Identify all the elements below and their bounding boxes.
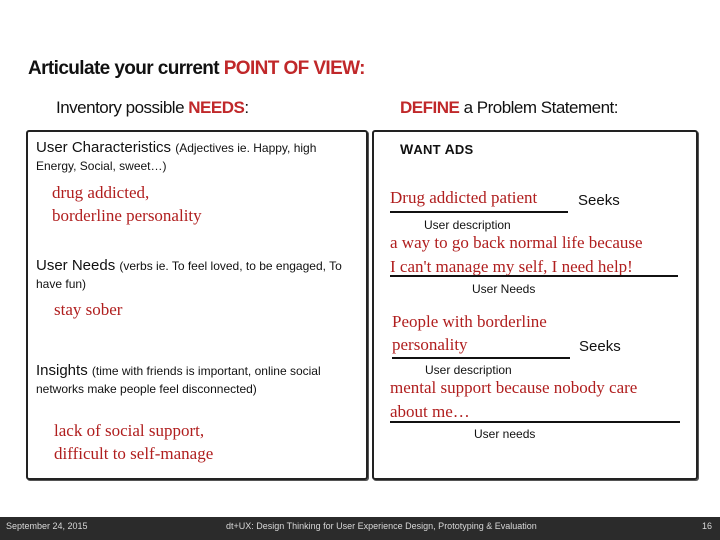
footer-date: September 24, 2015	[6, 521, 88, 531]
ad1-need-line1: a way to go back normal life because	[390, 233, 643, 252]
user-characteristics-heading	[36, 139, 356, 175]
want-ads-heading	[400, 141, 473, 157]
insights-hint: (time with friends is important, online social networks make people feel disconnected)	[36, 364, 321, 396]
user-characteristics-label: User Characteristics	[36, 139, 172, 156]
problem-heading-suffix: a Problem Statement:	[459, 98, 618, 117]
want-ads-ds: DS	[454, 142, 474, 157]
problem-statement-heading	[400, 98, 618, 118]
problem-heading-accent: DEFINE	[400, 98, 460, 117]
footer-page-number: 16	[702, 521, 713, 531]
insights-label: Insights	[36, 362, 88, 379]
ad1-need-underline	[390, 275, 678, 277]
title-accent: POINT OF VIEW:	[223, 58, 365, 79]
want-ads-ant: ANT	[413, 142, 445, 157]
ad2-seeks-label: Seeks	[579, 338, 621, 355]
insights-answer-line2: difficult to self-manage	[54, 444, 214, 463]
footer-course-title: dt+UX: Design Thinking for User Experience Design, Prototyping & Evaluation	[226, 521, 537, 531]
ad2-need-underline	[390, 421, 680, 423]
needs-answer: stay sober	[54, 300, 123, 319]
ad2-user-caption: User description	[425, 363, 512, 377]
user-needs-hint: (verbs ie. To feel loved, to be engaged, To have fun)	[36, 259, 342, 291]
ad2-need-caption: User needs	[474, 427, 536, 441]
ad2-need-line1: mental support because nobody care	[390, 378, 638, 397]
characteristics-answer-line2: borderline personality	[52, 206, 202, 225]
ad2-need-line2: about me…	[390, 402, 470, 421]
user-needs-label: User Needs	[36, 257, 116, 274]
want-ads-a: A	[444, 141, 455, 157]
needs-heading-accent: NEEDS	[188, 98, 245, 117]
ad1-user-underline	[390, 211, 568, 213]
ad1-need-line2: I can't manage my self, I need help!	[390, 257, 633, 276]
needs-heading	[56, 98, 249, 118]
want-ads-w: W	[400, 141, 414, 157]
title-prefix: Articulate your current	[28, 58, 224, 79]
ad1-seeks-label: Seeks	[578, 192, 620, 209]
ad1-user-caption: User description	[424, 218, 511, 232]
user-needs-heading	[36, 257, 356, 293]
characteristics-answer-line1: drug addicted,	[52, 183, 150, 202]
insights-answer-line1: lack of social support,	[54, 421, 205, 440]
ad1-user-description: Drug addicted patient	[390, 188, 538, 207]
insights-heading	[36, 362, 356, 398]
ad1-need-caption: User Needs	[472, 282, 536, 296]
ad2-user-line2: personality	[392, 335, 468, 354]
ad2-user-line1: People with borderline	[392, 312, 547, 331]
ad2-user-underline	[392, 357, 570, 359]
user-characteristics-hint: (Adjectives ie. Happy, high Energy, Social, sweet…)	[36, 141, 317, 173]
needs-heading-suffix: :	[244, 98, 249, 117]
needs-heading-prefix: Inventory possible	[56, 98, 189, 117]
slide-title	[28, 58, 365, 80]
